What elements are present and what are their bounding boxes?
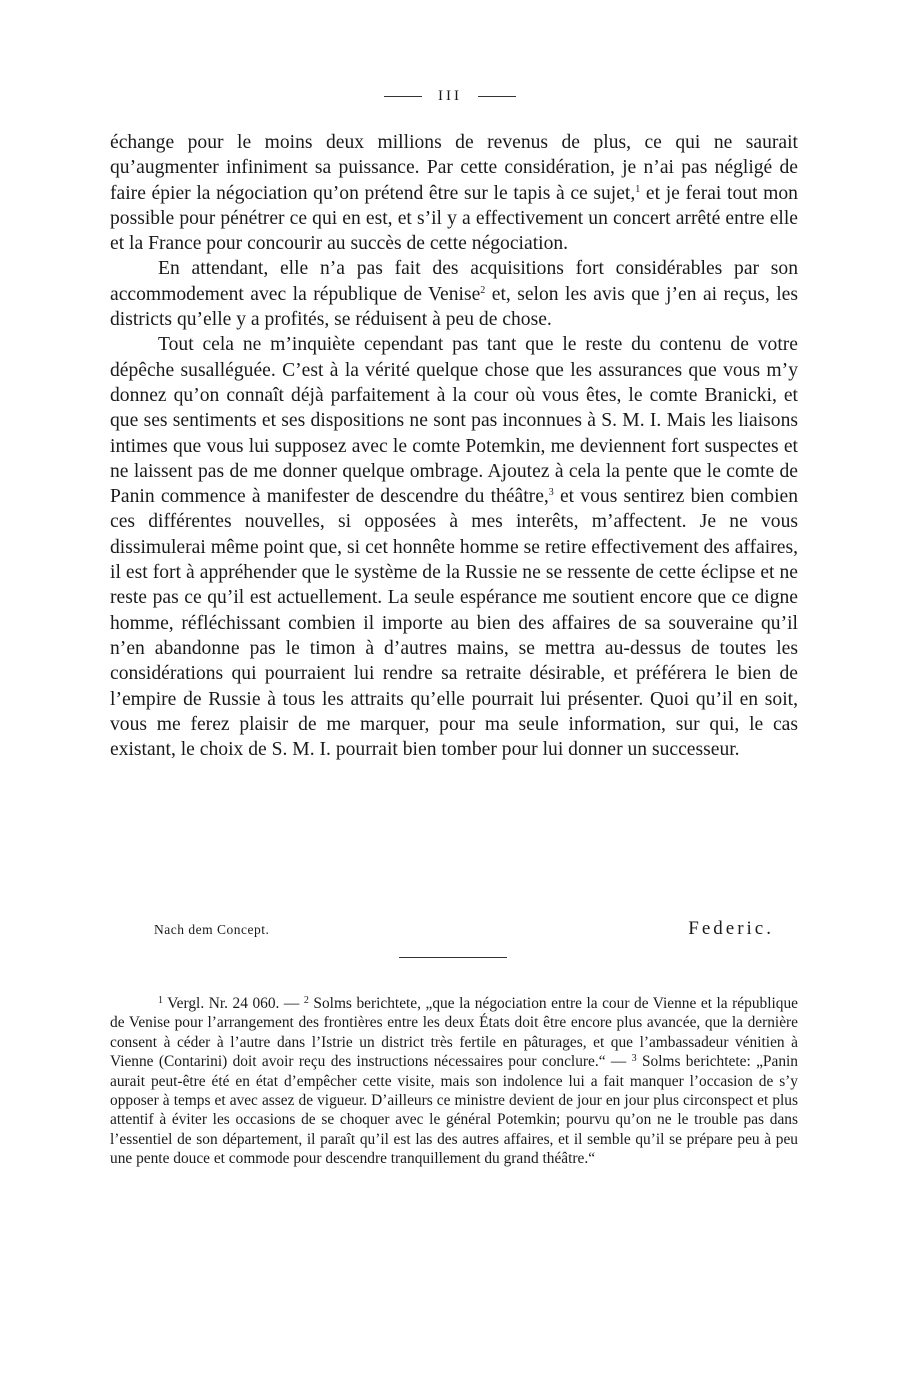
footnote-ref-1: 1 bbox=[635, 183, 641, 195]
paragraph-1: échange pour le moins deux millions de revenus de plus, ce qui ne saurait qu’augmenter infiniment sa puissance. Par cette considération, je n’ai pas négligé de faire épier la négociation qu’on prétend être sur le tapis à ce sujet,$^1$ et je ferai tout mon possible pour pénétrer ce qui en est, et s’il y a effectivement un concert arrêté entre elle et la France pour concourir au succès de cette négociation. bbox=[110, 132, 798, 255]
footnote-number-1: 1 bbox=[158, 995, 163, 1006]
source-note: Nach dem Concept. bbox=[154, 922, 270, 937]
header-rule-right bbox=[478, 96, 516, 97]
footnote-3: Solms berichtete: „Panin aurait peut-être été en état d’empêcher cette visite, mais son indolence lui a fait manquer l’occasion de s’y opposer à temps et avec assez de vigueur. D’ailleurs ce ministre devient de jour en jour plus circonspect et plus attentif à éviter les occasions de se choquer avec le général Potemkin; pourvu qu’on ne le trouble pas dans l’essentiel de son département, il paraît qu’il est las des autres affaires, et il semble qu’il se prépare peu à peu une pente douce et commode pour descendre tranquillement du grand théâtre.“ bbox=[110, 1053, 798, 1168]
footnote-2: Solms berichtete, „que la négociation entre la cour de Vienne et la république de Venise pour l’arrangement des frontières entre les deux États doit être encore plus avancée, que la dernière consent à céder à l’autre dans l’Istrie un district très fertile en pâturages, et que l’ambassadeur vénitien à Vienne (Contarini) doit avoir reçu des instructions nécessaires pour conclure.“ — bbox=[110, 995, 798, 1071]
footnote-ref-2: 2 bbox=[480, 284, 486, 296]
footnote-number-2: 2 bbox=[303, 995, 309, 1006]
footnote-number-3: 3 bbox=[631, 1053, 637, 1065]
footnote-block bbox=[110, 994, 798, 1169]
page-header bbox=[0, 88, 900, 105]
footnote-1: Vergl. Nr. 24 060. — bbox=[163, 995, 304, 1012]
paragraph-3: Tout cela ne m’inquiète cependant pas tant que le reste du contenu de votre dépêche susalléguée. C’est à la vérité quelque chose que les assurances que vous m’y donnez qu’on connaît déjà parfaitement à la cour où vous êtes, le comte Branicki, et que ses sentiments et ses dispositions ne sont pas inconnues à S. M. I. Mais les liaisons intimes que vous lui supposez avec le comte Potemkin, me deviennent fort suspectes et ne laissent pas de me donner quelque ombrage. Ajoutez à cela la pente que le comte de Panin commence à manifester de descendre du théâtre,$^3$ et vous sentirez bien combien ces différentes nouvelles, si opposées à mes interêts, m’affectent. Je ne vous dissimulerai même point que, si cet honnête homme se retire effectivement des affaires, il est fort à appréhender que le système de la Russie ne se ressente de cette éclipse et ne reste pas ce qu’il est actuellement. La seule espérance me soutient encore que ce digne homme, réfléchissant combien il importe au bien des affaires de sa souveraine qu’il n’en abandonne pas le timon à d’autres mains, se mettra au-dessus de toutes les considérations qui pourraient lui rendre sa retraite désirable, et préférera le bien de l’empire de Russie à tous les attraits qu’elle pourrait lui présenter. Quoi qu’il en soit, vous me ferez plaisir de me marquer, pour ma seule information, sur qui, le cas existant, le choix de S. M. I. pourrait bien tomber pour lui donner un successeur. bbox=[110, 334, 799, 761]
footnote-divider bbox=[399, 957, 507, 958]
closing-row bbox=[110, 918, 798, 942]
page-number: III bbox=[438, 88, 462, 104]
signature: Federic. bbox=[688, 918, 774, 939]
paragraph-2: En attendant, elle n’a pas fait des acquisitions fort considérables par son accommodement avec la république de Venise$^2$ et, selon les avis que j’en ai reçus, les districts qu’elle y a profités, se réduisent à peu de chose. bbox=[110, 258, 798, 331]
footnote-ref-3: 3 bbox=[548, 487, 554, 499]
letter-body bbox=[110, 130, 798, 762]
header-rule-left bbox=[384, 96, 422, 97]
footnotes bbox=[110, 994, 798, 1169]
